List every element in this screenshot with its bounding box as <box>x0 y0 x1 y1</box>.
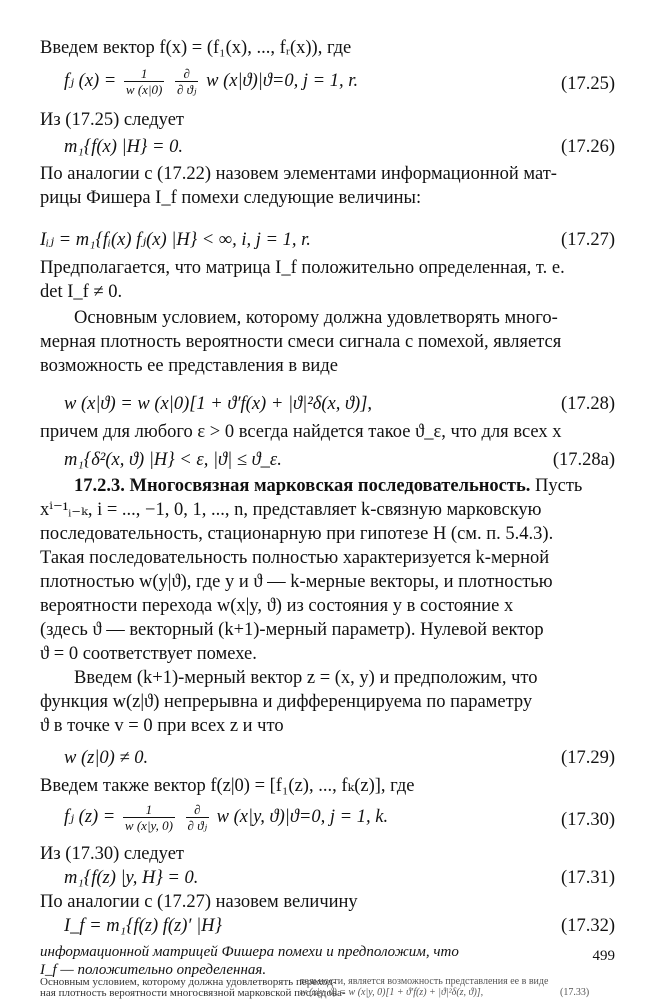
equation-number: (17.28a) <box>552 450 615 470</box>
equation-17-28: w (x|ϑ) = w (x|0)[1 + ϑ′f(x) + |ϑ|²δ(x, ϑ)], <box>64 394 373 414</box>
fraction: $\frac{1}{w (x|0)}$ <box>125 66 163 97</box>
equation-17-27: Iᵢⱼ = m₁{fᵢ(x) fⱼ(x) |H} < ∞, i, j = 1, r. <box>40 230 311 250</box>
equation-17-32: I_f = m₁{f(z) f(z)′ |H} <box>64 916 222 936</box>
text-line: мерная плотность вероятности смеси сигнала с помехой, является <box>40 332 562 352</box>
equation-17-26: m₁{f(x) |H} = 0. <box>64 137 183 157</box>
text-line: возможность ее представления в виде <box>40 356 338 376</box>
equation-number: (17.30) <box>561 810 615 830</box>
section-title: 17.2.3. Многосвязная марковская последовательность. <box>74 476 531 496</box>
equation-number: (17.25) <box>561 74 615 94</box>
derivative-fraction: $\frac{\partial}{\text{∂ ϑⱼ}}$ <box>176 66 197 97</box>
text-line: Основным условием, которому должна удовлетворять переход- <box>40 976 337 988</box>
text-line: По аналогии с (17.27) назовем величину <box>40 892 358 912</box>
equation-17-31: m₁{f(z) |y, H} = 0. <box>64 868 199 888</box>
text-line: I_f — положительно определенная. <box>40 962 267 978</box>
text-line: Введем также вектор f(z|0) = [f₁(z), ..., fₖ(z)], где <box>40 776 415 796</box>
equation-17-28a: m₁{δ²(x, ϑ) |H} < ε, |ϑ| ≤ ϑ_ε. <box>64 450 282 470</box>
text-line: Такая последовательность полностью характеризуется k-мерной <box>40 548 550 568</box>
text-line: последовательность, стационарную при гипотезе H (см. п. 5.4.3). <box>40 524 554 544</box>
text-line: рицы Фишера I_f помехи следующие величины: <box>40 188 422 208</box>
text-line: По аналогии с (17.22) назовем элементами информационной мат- <box>40 164 557 184</box>
fraction: $\frac{1}{w (x|y, 0)}$ <box>124 802 173 833</box>
text-line: причем для любого ε > 0 всегда найдется такое ϑ_ε, что для всех x <box>40 422 562 442</box>
text-line: функция w(z|ϑ) непрерывна и дифференцируема по параметру <box>40 692 533 712</box>
text-line: Основным условием, которому должна удовлетворять много- <box>74 308 558 328</box>
equation-rhs: w (x|ϑ)|ϑ=0, j = 1, r. <box>206 70 359 91</box>
equation-lhs: fⱼ (x) = <box>64 70 117 91</box>
equation-number: (17.32) <box>561 916 615 936</box>
equation-17-33: w (x|y, ϑ) = w (x|y, 0)[1 + ϑ′f(z) + |ϑ|²δ(z, ϑ)], <box>300 987 484 998</box>
equation-number: (17.26) <box>561 137 615 157</box>
text-line: ϑ = 0 соответствует помехе. <box>40 644 257 664</box>
text-line: det I_f ≠ 0. <box>40 282 123 302</box>
equation-number: (17.31) <box>561 868 615 888</box>
equation-lhs: fⱼ (z) = <box>64 806 116 827</box>
text-line: ная плотность вероятности многосвязной марковской последова- <box>40 987 346 999</box>
text-line: информационной матрицей Фишера помехи и предположим, что <box>40 944 459 960</box>
equation-number: (17.27) <box>561 230 615 250</box>
section-text: Пусть <box>530 476 583 496</box>
equation-17-30 <box>64 802 388 833</box>
equation-number: (17.33) <box>560 987 590 998</box>
text-line: Из (17.25) следует <box>40 110 184 130</box>
text-line: тельности, является возможность представления ее в виде <box>300 976 549 987</box>
equation-rhs: w (x|y, ϑ)|ϑ=0, j = 1, k. <box>216 806 389 827</box>
text-line: Введем (k+1)-мерный вектор z = (x, y) и предположим, что <box>74 668 538 688</box>
equation-17-29: w (z|0) ≠ 0. <box>64 748 149 768</box>
equation-number: (17.28) <box>561 394 615 414</box>
derivative-fraction: $\frac{\partial}{\text{∂ ϑⱼ}}$ <box>187 802 208 833</box>
text-line: плотностью w(y|ϑ), где y и ϑ — k-мерные векторы, и плотностью <box>40 572 553 592</box>
text-line: xⁱ⁻¹ᵢ₋ₖ, i = ..., −1, 0, 1, ..., n, представляет k-связную марковскую <box>40 500 542 520</box>
text-line: Предполагается, что матрица I_f положительно определенная, т. е. <box>40 258 565 278</box>
text-line: ϑ в точке v = 0 при всех z и что <box>40 716 284 736</box>
text-line: Введем вектор f(x) = (f₁(x), ..., fᵣ(x)), где <box>40 38 352 58</box>
text-line: вероятности перехода w(x|y, ϑ) из состояния y в состояние x <box>40 596 514 616</box>
text-line: (здесь ϑ — векторный (k+1)-мерный параметр). Нулевой вектор <box>40 620 544 640</box>
text-line: Из (17.30) следует <box>40 844 184 864</box>
equation-17-25 <box>64 66 358 97</box>
equation-number: (17.29) <box>561 748 615 768</box>
section-heading <box>74 474 582 498</box>
page-number: 499 <box>592 948 615 964</box>
